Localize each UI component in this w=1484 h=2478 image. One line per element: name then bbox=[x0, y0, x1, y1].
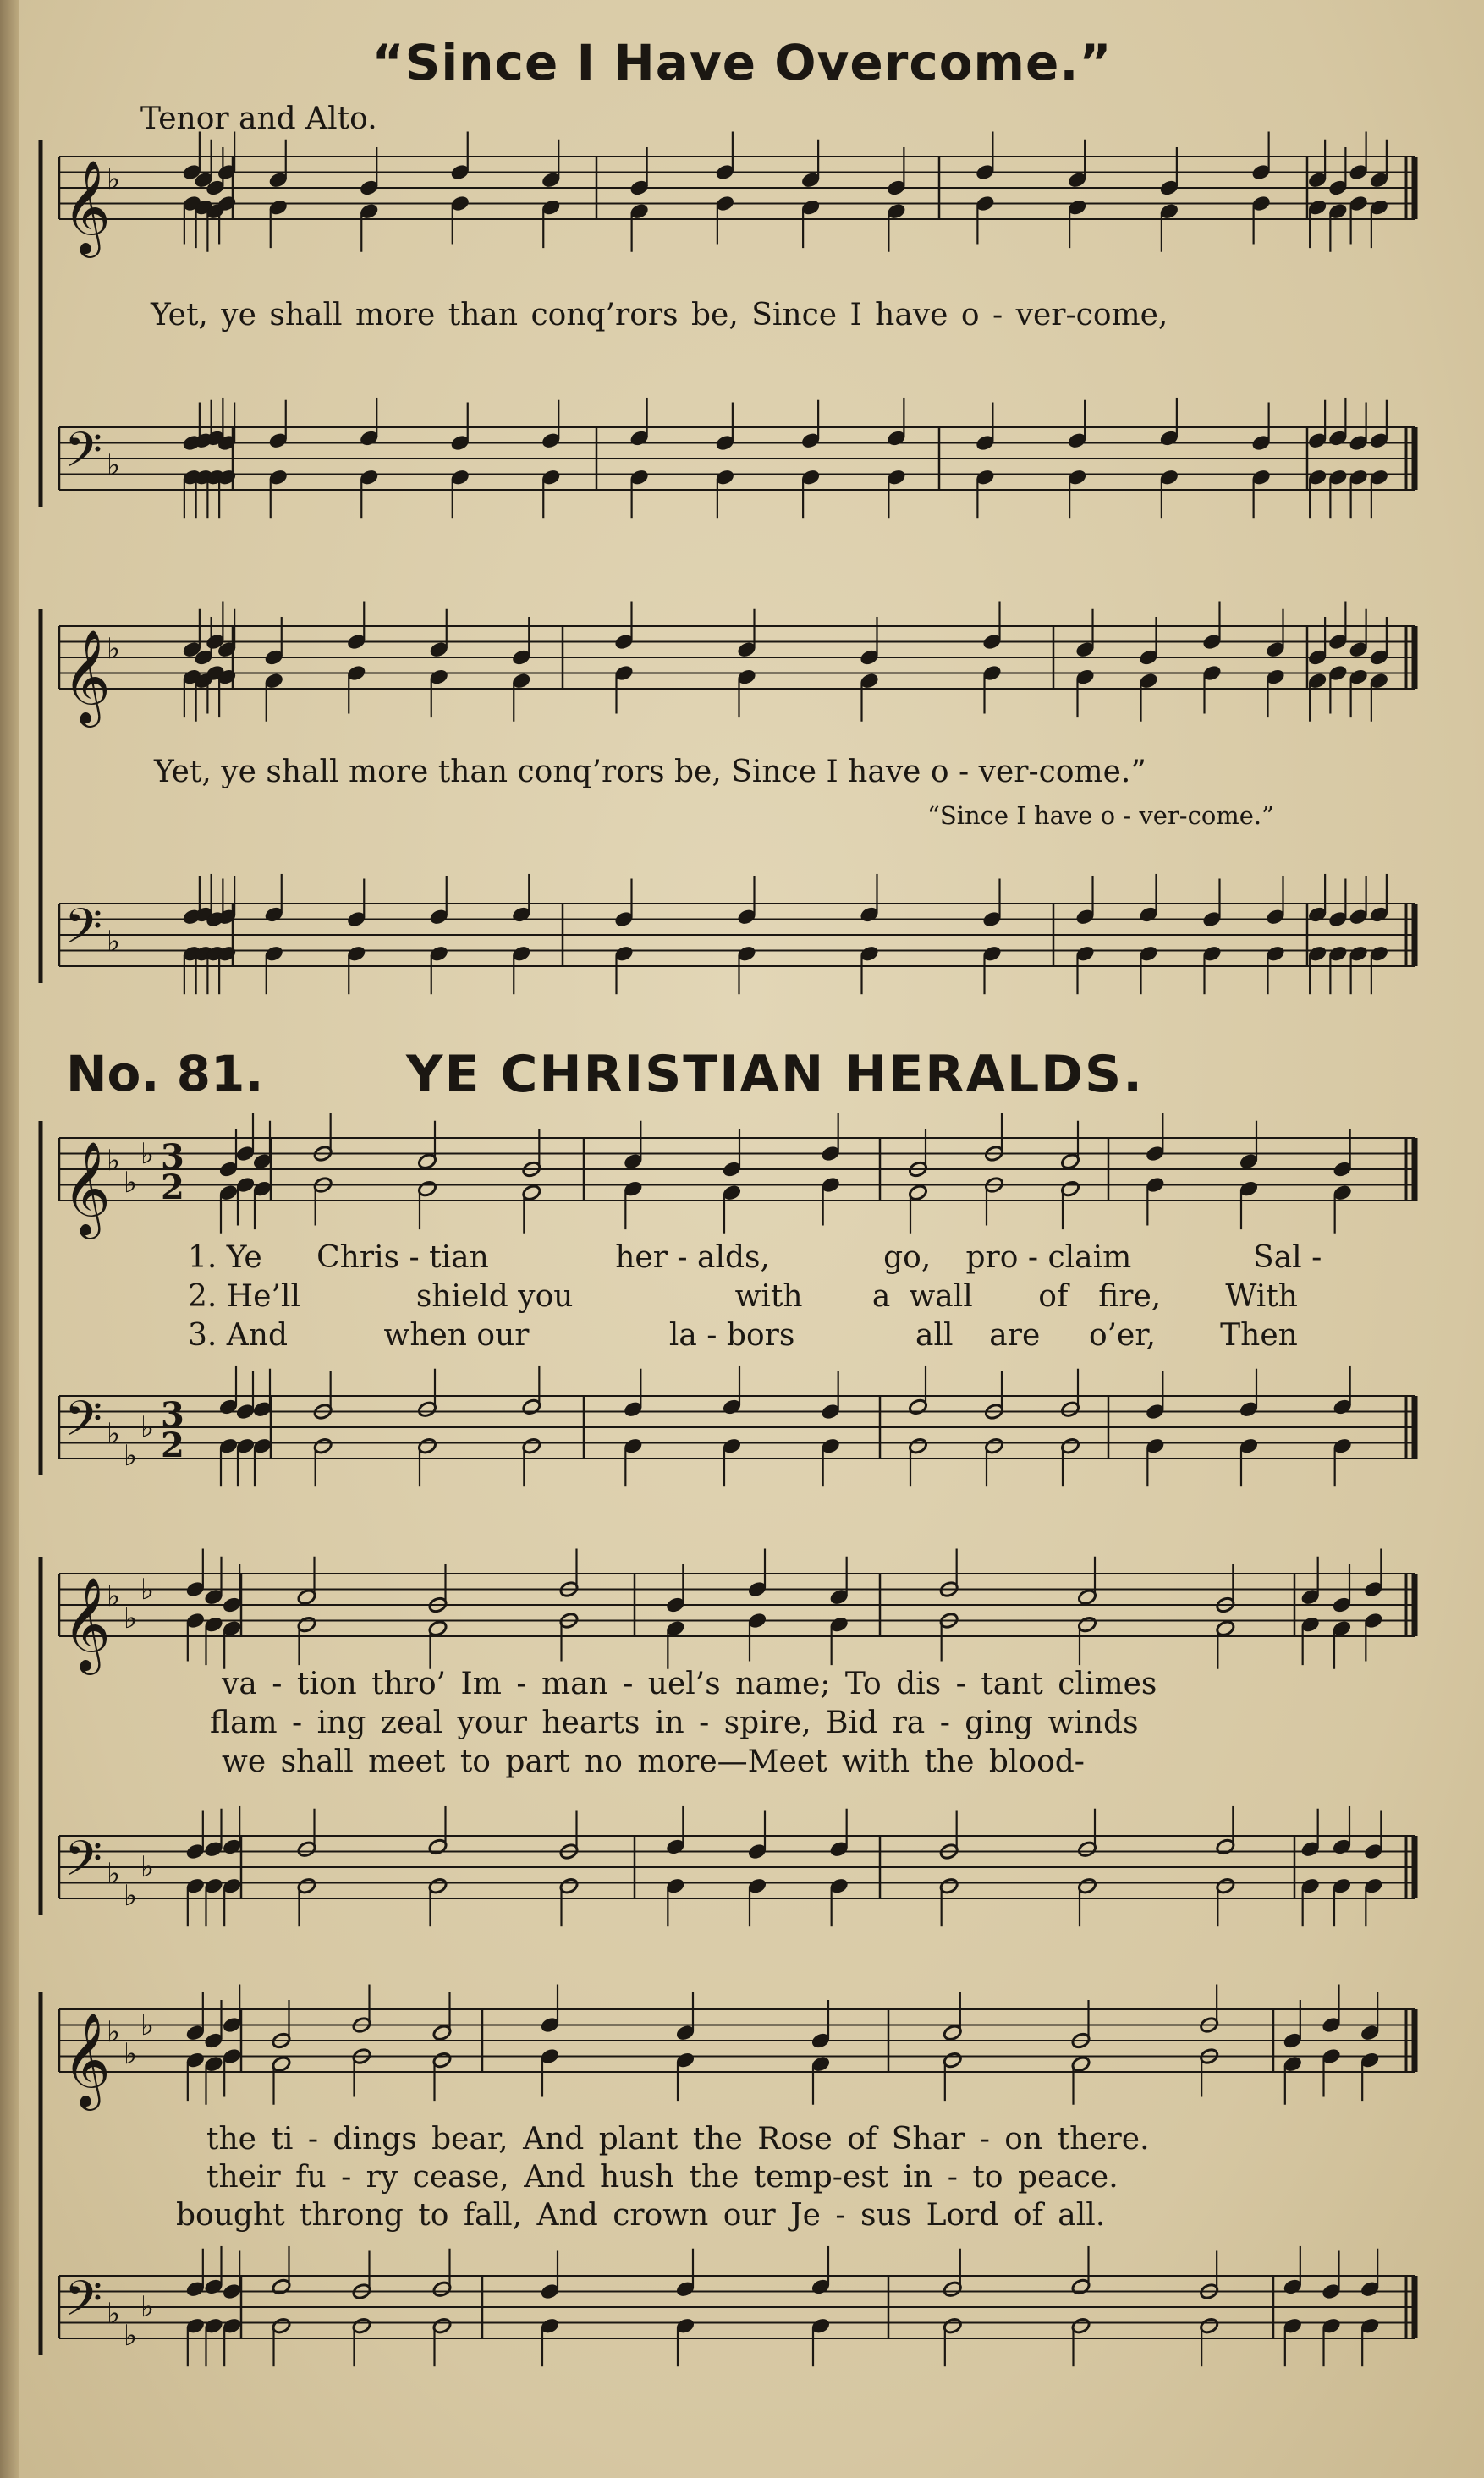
lyric-word: a bbox=[871, 1279, 891, 1314]
lyric-word: of bbox=[1038, 1279, 1069, 1314]
hymn-section3-verse2: their fu - ry cease, And hush the temp-est in - to peace. bbox=[206, 2160, 1118, 2195]
flat-sign: ♭ bbox=[107, 448, 121, 482]
lyric-word: Sal - bbox=[1253, 1240, 1322, 1275]
flat-sign: ♭ bbox=[124, 1879, 138, 1913]
lyric-line-2: Yet, ye shall more than conq’rors be, Since I have o - ver-come.” bbox=[154, 755, 1146, 789]
clef-symbol: 𝄢 bbox=[64, 421, 103, 491]
clef-symbol: 𝄢 bbox=[64, 2270, 103, 2339]
flat-sign: ♭ bbox=[140, 2008, 155, 2042]
flat-sign: ♭ bbox=[107, 1417, 121, 1451]
clef-symbol: 𝄞 bbox=[63, 629, 111, 723]
flat-sign: ♭ bbox=[140, 1137, 155, 1171]
song-title: “Since I Have Overcome.” bbox=[371, 34, 1113, 91]
flat-sign: ♭ bbox=[124, 2319, 138, 2353]
flat-sign: ♭ bbox=[107, 1144, 121, 1178]
flat-sign: ♭ bbox=[107, 1580, 121, 1613]
lyric-word: 2. He’ll bbox=[188, 1279, 300, 1314]
flat-sign: ♭ bbox=[124, 1602, 138, 1635]
clef-symbol: 𝄞 bbox=[63, 1576, 111, 1671]
hymn-section3-verse3: bought throng to fall, And crown our Je - sus Lord of all. bbox=[176, 2198, 1106, 2233]
flat-sign: ♭ bbox=[140, 1850, 155, 1884]
hymn-section2-verse3: we shall meet to part no more—Meet with the blood- bbox=[222, 1744, 1085, 1779]
hymn-section1-verse3 bbox=[188, 1318, 1372, 1353]
flat-sign: ♭ bbox=[107, 632, 121, 666]
hymn-section2-verse2: flam - ing zeal your hearts in - spire, Bid ra - ging winds bbox=[210, 1706, 1139, 1740]
flat-sign: ♭ bbox=[124, 2037, 138, 2071]
lyric-word: Then bbox=[1220, 1318, 1298, 1353]
lyric-word: wall bbox=[909, 1279, 973, 1314]
lyric-word: shield you bbox=[415, 1279, 574, 1314]
clef-symbol: 𝄞 bbox=[63, 2012, 111, 2107]
lyric-word: pro - claim bbox=[965, 1240, 1132, 1275]
flat-sign: ♭ bbox=[107, 2297, 121, 2331]
lyric-word: her - alds, bbox=[615, 1240, 770, 1275]
flat-sign: ♭ bbox=[140, 1410, 155, 1444]
hymn-section3-verse1: the ti - dings bear, And plant the Rose of Shar - on there. bbox=[206, 2122, 1150, 2157]
flat-sign: ♭ bbox=[107, 162, 121, 196]
lyric-word: fire, bbox=[1098, 1279, 1162, 1314]
lyric-word: Chris - tian bbox=[316, 1240, 489, 1275]
lyric-word: 3. And bbox=[188, 1318, 289, 1353]
lyric-word: are bbox=[989, 1318, 1041, 1353]
flat-sign: ♭ bbox=[124, 1439, 138, 1473]
flat-sign: ♭ bbox=[107, 925, 121, 959]
lyric-word: with bbox=[734, 1279, 803, 1314]
hymn-section1-verse1 bbox=[188, 1240, 1372, 1275]
lyric-word: la - bors bbox=[668, 1318, 795, 1353]
time-signature-bottom: 2 bbox=[161, 1168, 184, 1207]
lyric-word: all bbox=[915, 1318, 954, 1353]
hymn-number: No. 81. bbox=[66, 1045, 264, 1102]
hymn-section1-verse2 bbox=[188, 1279, 1372, 1314]
lyric-word: With bbox=[1225, 1279, 1298, 1314]
flat-sign: ♭ bbox=[140, 2290, 155, 2324]
time-signature-top: 3 bbox=[161, 1395, 184, 1435]
time-signature-top: 3 bbox=[161, 1137, 184, 1177]
lyric-word: go, bbox=[883, 1240, 932, 1275]
flat-sign: ♭ bbox=[107, 2015, 121, 2049]
lyric-word: 1. Ye bbox=[188, 1240, 262, 1275]
lyric-word: when our bbox=[383, 1318, 530, 1353]
hymn-title: YE CHRISTIAN HERALDS. bbox=[406, 1045, 1144, 1104]
clef-symbol: 𝄞 bbox=[63, 1140, 111, 1235]
flat-sign: ♭ bbox=[140, 1573, 155, 1607]
flat-sign: ♭ bbox=[124, 1166, 138, 1200]
part-label: Tenor and Alto. bbox=[140, 102, 377, 136]
lyric-line-1: Yet, ye shall more than conq’rors be, Since I have o - ver-come, bbox=[151, 298, 1168, 332]
clef-symbol: 𝄢 bbox=[64, 1390, 103, 1459]
clef-symbol: 𝄢 bbox=[64, 1830, 103, 1899]
clef-symbol: 𝄞 bbox=[63, 159, 111, 254]
clef-symbol: 𝄢 bbox=[64, 898, 103, 967]
lyric-word: o’er, bbox=[1088, 1318, 1157, 1353]
hymn-section2-verse1: va - tion thro’ Im - man - uel’s name; To dis - tant climes bbox=[222, 1667, 1157, 1701]
time-signature-bottom: 2 bbox=[161, 1426, 184, 1465]
lyric-line-3: “Since I have o - ver-come.” bbox=[927, 801, 1274, 830]
flat-sign: ♭ bbox=[107, 1857, 121, 1891]
